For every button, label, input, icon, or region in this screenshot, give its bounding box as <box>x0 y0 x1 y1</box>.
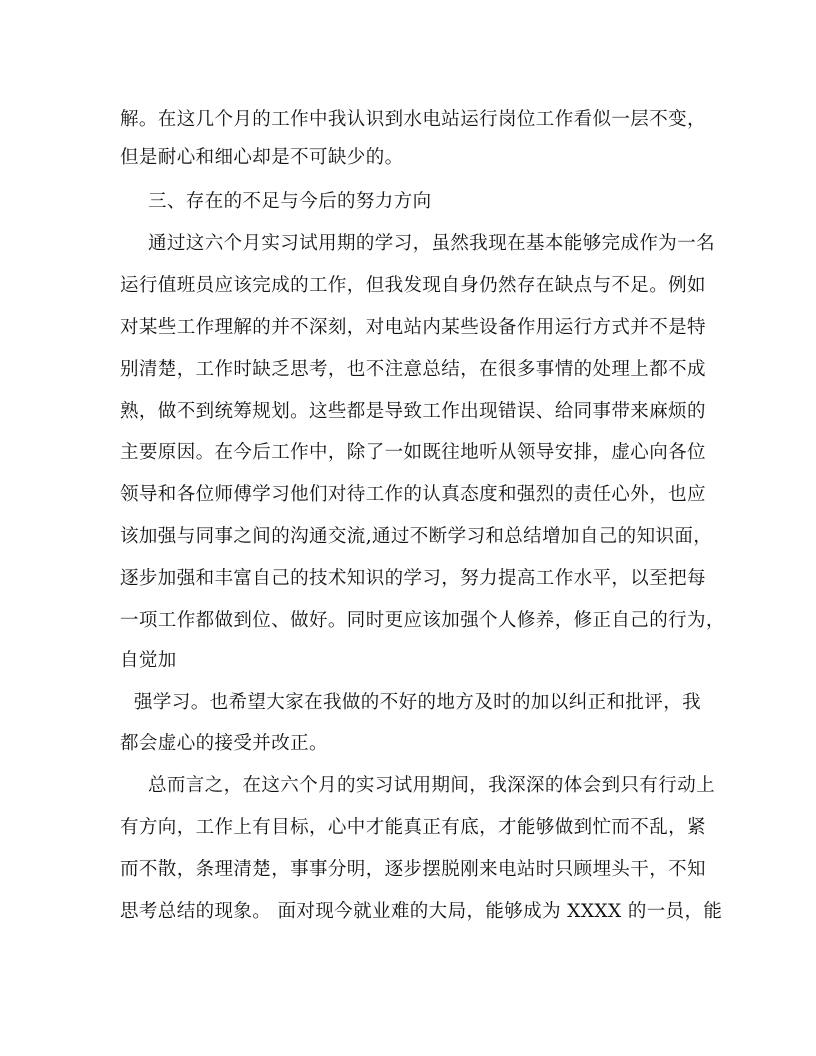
text-line-6: 对某些工作理解的并不深刻，对电站内某些设备作用运行方式并不是特 <box>120 317 706 338</box>
text-line-15: 强学习。也希望大家在我做的不好的地方及时的加以纠正和批评，我 <box>134 692 702 713</box>
section-heading: 三、存在的不足与今后的努力方向 <box>148 191 432 212</box>
text-line-7: 别清楚，工作时缺乏思考，也不注意总结，在很多事情的处理上都不成 <box>120 359 706 380</box>
text-line-11: 该加强与同事之间的沟通交流,通过不断学习和总结增加自己的知识面， <box>120 526 713 547</box>
text-line-20: 思考总结的现象。 面对现今就业难的大局，能够成为 XXXX 的一员，能 <box>120 901 723 922</box>
text-line-2: 但是耐心和细心却是不可缺少的。 <box>120 147 404 168</box>
text-line-1: 解。在这几个月的工作中我认识到水电站运行岗位工作看似一层不变， <box>120 109 706 130</box>
text-line-12: 逐步加强和丰富自己的技术知识的学习，努力提高工作水平，以至把每 <box>120 568 706 589</box>
text-line-16: 都会虚心的接受并改正。 <box>120 733 328 754</box>
text-line-13: 一项工作都做到位、做好。同时更应该加强个人修养，修正自己的行为， <box>120 610 725 631</box>
text-line-5: 运行值班员应该完成的工作，但我发现自身仍然存在缺点与不足。例如 <box>120 275 706 296</box>
text-line-17: 总而言之，在这六个月的实习试用期间，我深深的体会到只有行动上 <box>148 775 716 796</box>
text-line-19: 而不散，条理清楚，事事分明，逐步摆脱刚来电站时只顾埋头干，不知 <box>120 859 706 880</box>
text-line-14: 自觉加 <box>120 650 177 671</box>
text-line-9: 主要原因。在今后工作中，除了一如既往地听从领导安排，虚心向各位 <box>120 442 706 463</box>
text-line-18: 有方向，工作上有目标，心中才能真正有底，才能够做到忙而不乱，紧 <box>120 817 706 838</box>
text-line-10: 领导和各位师傅学习他们对待工作的认真态度和强烈的责任心外，也应 <box>120 484 706 505</box>
text-line-4: 通过这六个月实习试用期的学习，虽然我现在基本能够完成作为一名 <box>148 233 716 254</box>
text-line-8: 熟，做不到统筹规划。这些都是导致工作出现错误、给同事带来麻烦的 <box>120 401 706 422</box>
